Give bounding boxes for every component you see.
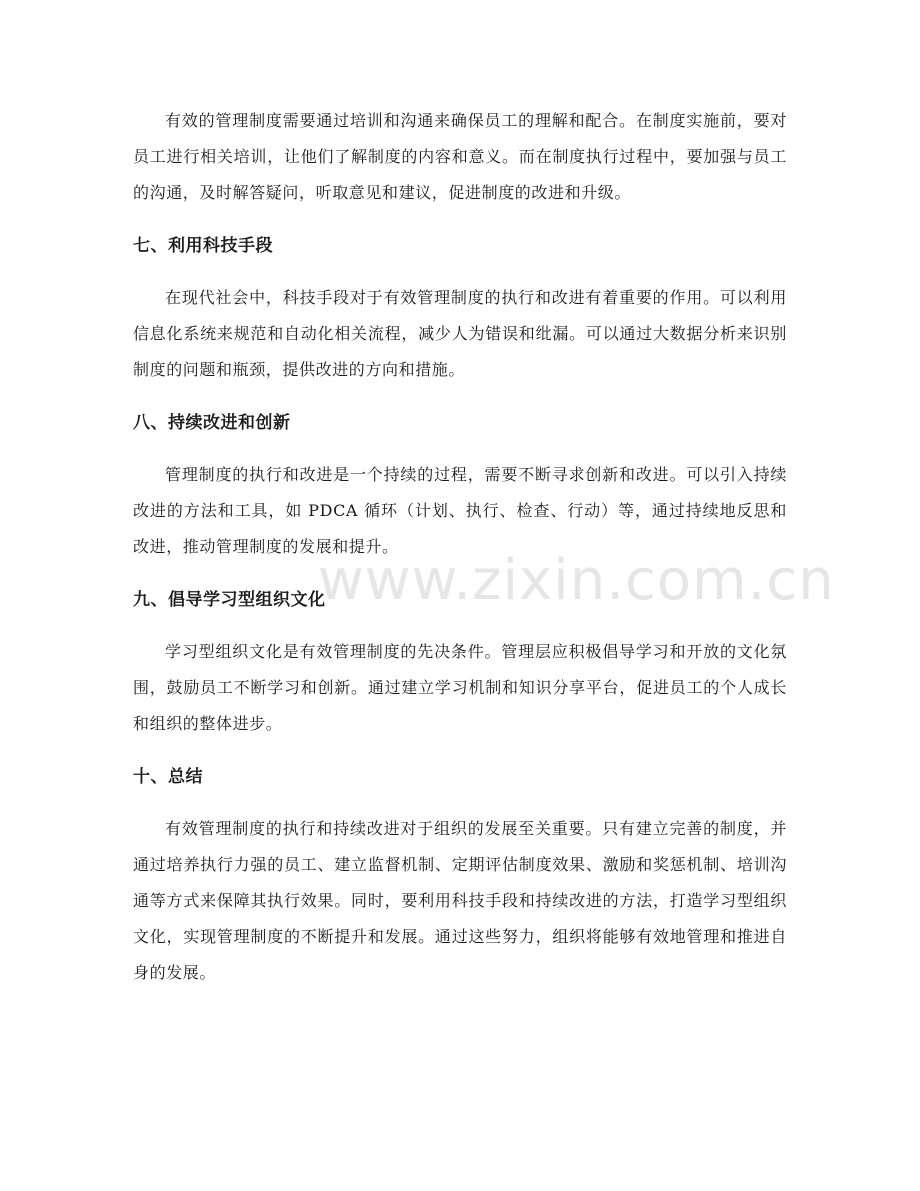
paragraph-training-communication: 有效的管理制度需要通过培训和沟通来确保员工的理解和配合。在制度实施前，要对员工进行相关培训，让他们了解制度的内容和意义。而在制度执行过程中，要加强与员工的沟通，及时解答疑问，听取意见和建议，促进制度的改进和升级。 <box>133 111 787 202</box>
section-heading-learning-culture: 九、倡导学习型组织文化 <box>133 590 326 610</box>
paragraph-learning-culture: 学习型组织文化是有效管理制度的先决条件。管理层应积极倡导学习和开放的文化氛围，鼓励员工不断学习和创新。通过建立学习机制和知识分享平台，促进员工的个人成长和组织的整体进步。 <box>133 642 787 733</box>
watermark: www.zixin.com.cn <box>318 548 835 613</box>
paragraph-technology: 在现代社会中，科技手段对于有效管理制度的执行和改进有着重要的作用。可以利用信息化系统来规范和自动化相关流程，减少人为错误和纰漏。可以通过大数据分析来识别制度的问题和瓶颈，提供改进的方向和措施。 <box>133 288 787 379</box>
section-heading-summary: 十、总结 <box>133 767 203 787</box>
section-heading-technology: 七、利用科技手段 <box>133 236 273 256</box>
section-heading-continuous-improvement: 八、持续改进和创新 <box>133 413 291 433</box>
document-body <box>133 103 787 991</box>
paragraph-continuous-improvement: 管理制度的执行和改进是一个持续的过程，需要不断寻求创新和改进。可以引入持续改进的方法和工具，如 PDCA 循环（计划、执行、检查、行动）等，通过持续地反思和改进，推动管理制度的发展和提升。 <box>133 465 787 556</box>
paragraph-summary: 有效管理制度的执行和持续改进对于组织的发展至关重要。只有建立完善的制度，并通过培养执行力强的员工、建立监督机制、定期评估制度效果、激励和奖惩机制、培训沟通等方式来保障其执行效果。同时，要利用科技手段和持续改进的方法，打造学习型组织文化，实现管理制度的不断提升和发展。通过这些努力，组织将能够有效地管理和推进自身的发展。 <box>133 819 787 982</box>
